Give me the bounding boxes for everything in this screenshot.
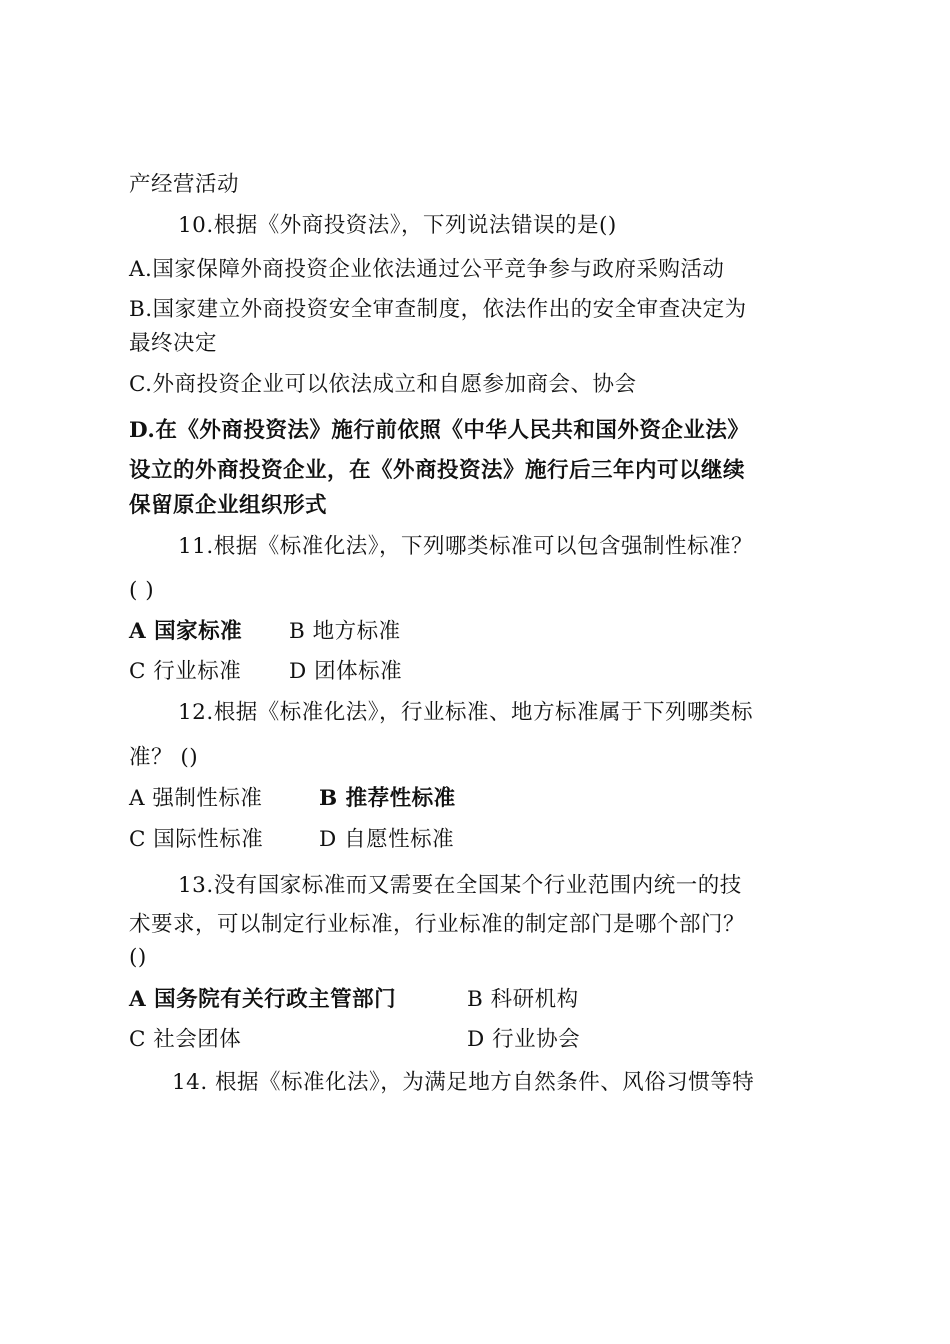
question-10-option-d-continued: 设立的外商投资企业，在《外商投资法》施行后三年内可以继续	[129, 458, 746, 483]
question-11-option-b: B 地方标准	[289, 619, 401, 644]
question-12-option-a: A 强制性标准	[129, 786, 263, 811]
question-12-option-b-answer: B 推荐性标准	[319, 786, 456, 811]
question-11-option-c: C 行业标准	[129, 659, 242, 684]
question-12-options-row	[129, 825, 454, 855]
question-11-options-row	[129, 617, 401, 647]
question-11-option-d: D 团体标准	[289, 659, 403, 684]
question-11-blank: ( )	[129, 578, 155, 603]
question-13-option-c: C 社会团体	[129, 1027, 242, 1052]
question-10-option-d-answer: D.在《外商投资法》施行前依照《中华人民共和国外资企业法》	[129, 418, 750, 443]
question-13: 13.没有国家标准而又需要在全国某个行业范围内统一的技	[178, 873, 742, 898]
text-line: 产经营活动	[129, 172, 240, 197]
question-13-continued: 术要求，可以制定行业标准，行业标准的制定部门是哪个部门？	[129, 912, 746, 937]
question-12-option-c: C 国际性标准	[129, 827, 264, 852]
question-11: 11.根据《标准化法》，下列哪类标准可以包含强制性标准？	[178, 534, 753, 559]
question-13-option-a-answer: A 国务院有关行政主管部门	[129, 987, 397, 1012]
question-12-options-row	[129, 784, 456, 814]
question-10-option-c: C.外商投资企业可以依法成立和自愿参加商会、协会	[129, 372, 637, 397]
question-11-option-a-answer: A 国家标准	[129, 619, 243, 644]
question-13-options-row	[129, 1025, 580, 1055]
question-14: 14. 根据《标准化法》，为满足地方自然条件、风俗习惯等特	[172, 1070, 755, 1095]
question-13-blank: ()	[129, 945, 147, 970]
question-13-options-row	[129, 985, 579, 1015]
question-13-option-b: B 科研机构	[467, 987, 579, 1012]
question-10-option-a: A.国家保障外商投资企业依法通过公平竞争参与政府采购活动	[129, 257, 725, 282]
question-12-continued: 准？ ()	[129, 745, 199, 770]
question-11-options-row	[129, 657, 402, 687]
question-10-option-d-continued: 保留原企业组织形式	[129, 493, 328, 518]
question-10: 10.根据《外商投资法》，下列说法错误的是()	[178, 213, 617, 238]
question-12-option-d: D 自愿性标准	[319, 827, 455, 852]
question-13-option-d: D 行业协会	[467, 1027, 581, 1052]
question-10-option-b: B.国家建立外商投资安全审查制度，依法作出的安全审查决定为	[129, 297, 747, 322]
question-12: 12.根据《标准化法》，行业标准、地方标准属于下列哪类标	[178, 700, 753, 725]
question-10-option-b-continued: 最终决定	[129, 331, 218, 356]
